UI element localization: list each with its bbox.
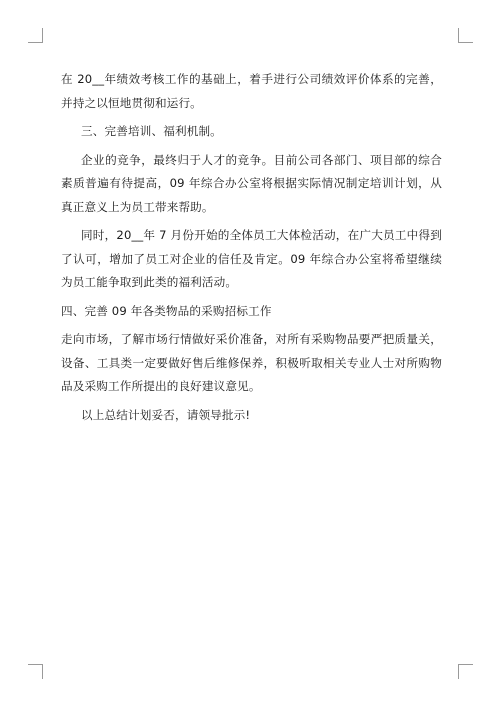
- paragraph-closing-request: 以上总结计划妥否，请领导批示!: [81, 407, 251, 422]
- crop-mark-top-left: [28, 28, 43, 43]
- crop-mark-bottom-right: [458, 664, 473, 679]
- crop-mark-bottom-left: [28, 664, 43, 679]
- paragraph-appraisal-system: 在 20__年绩效考核工作的基础上，着手进行公司绩效评价体系的完善，并持之以恒地贯彻和运行。: [61, 72, 442, 110]
- paragraph-market-procurement: 走向市场，了解市场行情做好采价准备，对所有采购物品要严把质量关，设备、工具类一定要做好售后维修保养，积极听取相关专业人士对所购物品及采购工作所提出的良好建议意见。: [61, 332, 442, 393]
- document-body: [61, 68, 442, 432]
- paragraph-health-checkup: 同时，20__年 7 月份开始的全体员工大体检活动，在广大员工中得到了认可，增加了员工对企业的信任及肯定。09 年综合办公室将希望继续为员工能争取到此类的福利活动。: [61, 228, 442, 289]
- crop-mark-top-right: [458, 28, 473, 43]
- paragraph-talent-competition: 企业的竞争，最终归于人才的竞争。目前公司各部门、项目部的综合素质普遍有待提高，09 年综合办公室将根据实际情况制定培训计划，从真正意义上为员工带来帮助。: [61, 152, 442, 214]
- heading-procurement: 四、完善 09 年各类物品的采购招标工作: [61, 303, 272, 318]
- heading-training-welfare: 三、完善培训、福利机制。: [81, 124, 222, 138]
